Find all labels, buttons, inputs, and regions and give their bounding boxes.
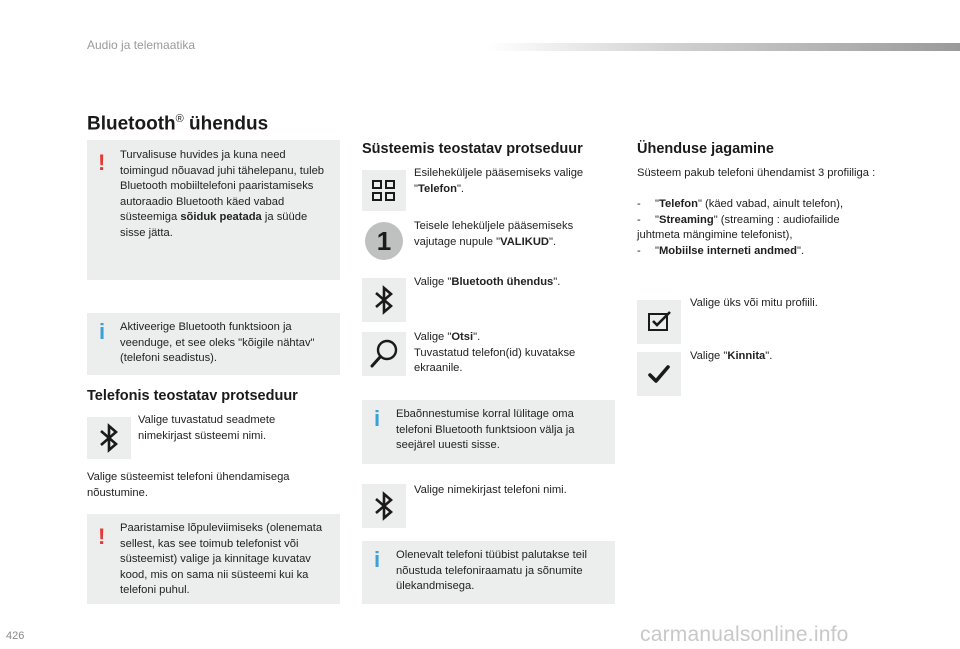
bluetooth-tile-1 (87, 417, 131, 459)
list-item-continuation: juhtmeta mängimine telefonist), (637, 229, 793, 241)
list-item: - "Streaming" (streaming : audiofailide (637, 213, 840, 226)
phone-step-2: Valige süsteemist telefoni ühendamisega nõustumine. (87, 471, 290, 499)
check-icon (647, 363, 671, 385)
header-rule (488, 43, 960, 51)
page-title: Bluetooth® ühendus (87, 113, 269, 135)
checkbox-icon (646, 310, 672, 334)
phone-procedure-heading: Telefonis teostatav protseduur (87, 388, 298, 404)
sharing-step-1: Valige üks või mitu profiili. (690, 297, 818, 309)
sharing-step-2: Valige "Kinnita". (690, 350, 773, 362)
system-procedure-heading: Süsteemis teostatav protseduur (362, 141, 583, 157)
search-icon (368, 338, 400, 370)
page-number: 426 (6, 630, 25, 642)
connection-sharing-heading: Ühenduse jagamine (637, 141, 774, 157)
header-title: Audio ja telemaatika (87, 38, 196, 52)
checkbox-tile (637, 300, 681, 344)
info-icon: i (99, 319, 106, 344)
grid-icon (371, 179, 397, 203)
warning-box-safety (87, 140, 340, 280)
bluetooth-icon (373, 490, 395, 522)
watermark: carmanualsonline.info (640, 623, 849, 646)
info-box-activate (87, 313, 340, 375)
warning-box-pairing (87, 514, 340, 604)
warning-icon: ! (98, 150, 106, 175)
bluetooth-tile-2 (362, 278, 406, 322)
list-item: - "Telefon" (käed vabad, ainult telefon), (637, 198, 844, 210)
phone-step-1: Valige tuvastatud seadmete nimekirjast süsteemi nimi. (138, 414, 276, 442)
bluetooth-tile-3 (362, 484, 406, 528)
warning-icon: ! (98, 524, 106, 549)
search-tile (362, 332, 406, 376)
system-step-4: Valige "Otsi". Tuvastatud telefon(id) kuvatakse ekraanile. (414, 331, 576, 374)
system-step-5: Valige nimekirjast telefoni nimi. (414, 484, 567, 496)
info-text: Ebaõnnestumise korral lülitage oma telefoni Bluetooth funktsioon välja ja seejärel uuesti sisse. (396, 408, 575, 451)
info-icon: i (374, 406, 381, 431)
bluetooth-icon (373, 284, 395, 316)
system-step-3: Valige "Bluetooth ühendus". (414, 276, 561, 288)
warning-text: Turvalisuse huvides ja kuna need toimingud nõuavad juhi tähelepanu, tuleb Bluetooth mobiiltelefoni paaristamiseks autoraadio Bluetooth käed vabad süsteemiga sõiduk peatada ja süüde sisse jätta. (120, 149, 325, 239)
step-number-badge: 1 (365, 222, 403, 260)
list-item: - "Mobiilse interneti andmed". (637, 244, 805, 257)
info-box-failure (362, 400, 615, 464)
bluetooth-icon (98, 422, 120, 454)
info-box-transfer (362, 541, 615, 604)
warning-text: Paaristamise lõpuleviimiseks (olenemata sellest, kas see toimub telefonist või süsteemist) valige ja kinnitage kuvatav kood, mis on sama nii süsteemi kui ka telefoni puhul. (120, 522, 323, 596)
system-step-1: Esileheküljele pääsemiseks valige "Telefon". (414, 167, 584, 195)
info-icon: i (374, 547, 381, 572)
check-tile (637, 352, 681, 396)
system-step-2: Teisele leheküljele pääsemiseks vajutage nupule "VALIKUD". (414, 220, 574, 248)
sharing-intro: Süsteem pakub telefoni ühendamist 3 profiiliga : (637, 167, 876, 179)
profile-list (637, 197, 887, 259)
grid-tile (362, 170, 406, 211)
info-text: Olenevalt telefoni tüübist palutakse teil nõustuda telefoniraamatu ja sõnumite ülekandmisega. (396, 549, 587, 592)
info-text: Aktiveerige Bluetooth funktsioon ja veenduge, et see oleks "kõigile nähtav" (telefoni seadistus). (120, 321, 315, 364)
